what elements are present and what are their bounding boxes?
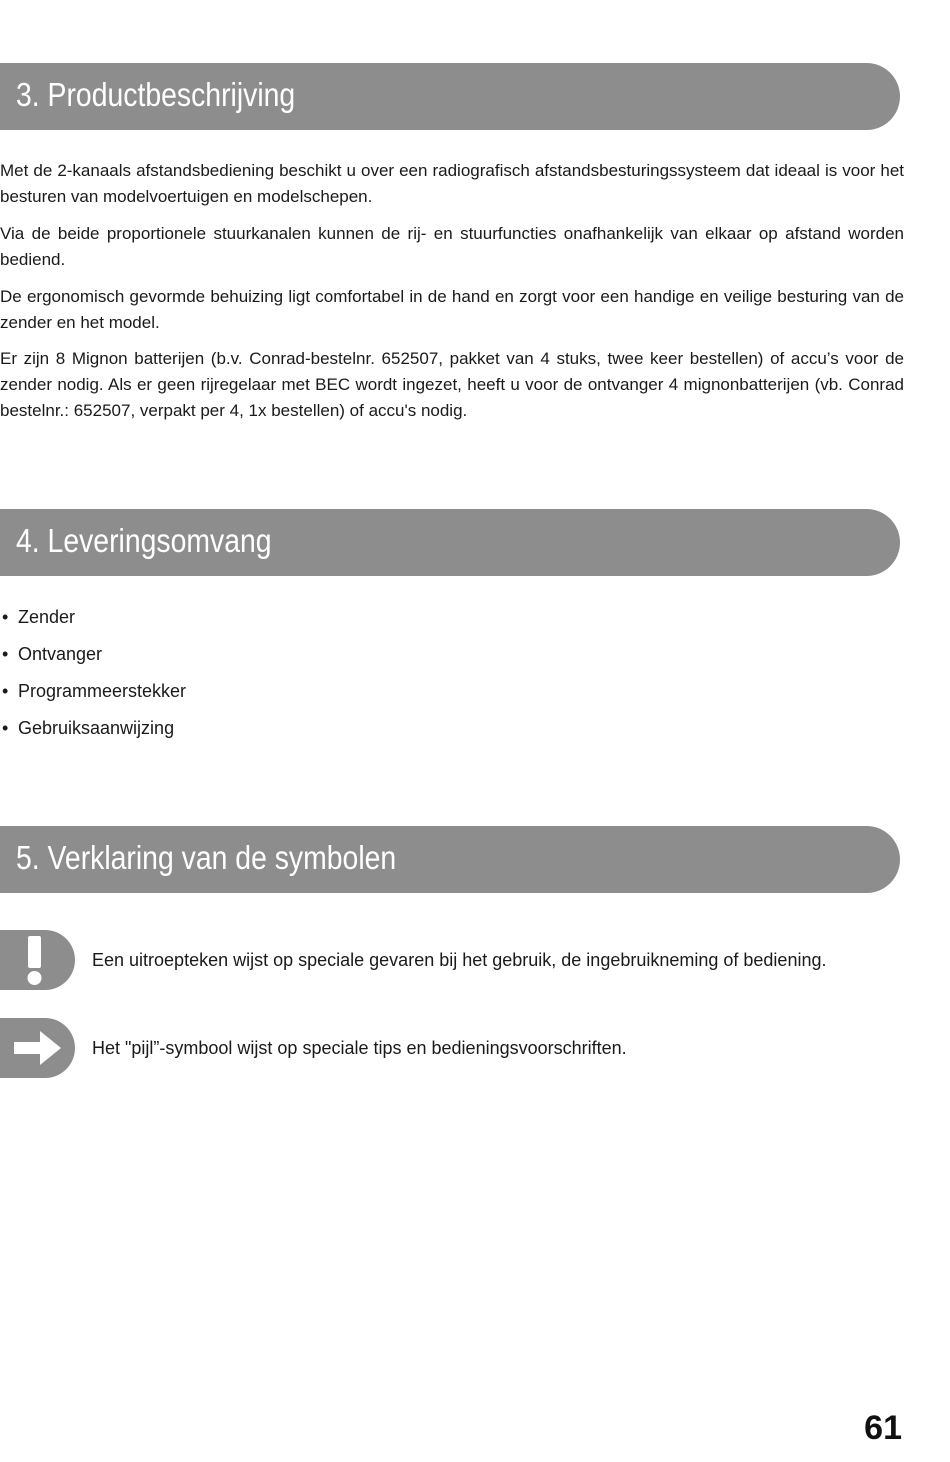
bullet: • <box>2 644 9 664</box>
section-4-header <box>0 509 900 576</box>
exclamation-icon <box>0 930 75 990</box>
symbol-row-tip <box>0 1018 627 1078</box>
section-3-header <box>0 63 900 130</box>
symbol-tip-text: Het "pijl”-symbool wijst op speciale tips en bedieningsvoorschriften. <box>92 1038 627 1058</box>
list-item-label: Zender <box>18 607 76 627</box>
page-number: 61 <box>864 1409 902 1447</box>
list-item-label: Ontvanger <box>18 644 103 664</box>
list-item <box>0 677 186 714</box>
section-5-header <box>0 826 900 893</box>
section-4-title: 4. Leveringsomvang <box>16 522 272 559</box>
list-item <box>0 603 186 640</box>
paragraph-1: Met de 2-kanaals afstandsbediening beschikt u over een radiografisch afstandsbesturingssysteem dat ideaal is voor het besturen van modelvoertuigen en modelschepen. <box>0 161 904 206</box>
list-item <box>0 714 186 751</box>
delivery-list <box>0 603 186 751</box>
arrow-right-icon <box>0 1018 75 1078</box>
list-item <box>0 640 186 677</box>
paragraph-2: Via de beide proportionele stuurkanalen kunnen de rij- en stuurfuncties onafhankelijk van elkaar op afstand worden bediend. <box>0 224 904 269</box>
section-3-title: 3. Productbeschrijving <box>16 76 296 113</box>
paragraph-4: Er zijn 8 Mignon batterijen (b.v. Conrad-bestelnr. 652507, pakket van 4 stuks, twee keer bestellen) of accu’s voor de zender nodig. Als er geen rijregelaar met BEC wordt ingezet, heeft u voor de ontvanger 4 mignonbatterijen (vb. Conrad bestelnr.: 652507, verpakt per 4, 1x bestellen) of accu's nodig. <box>0 349 904 420</box>
list-item-label: Gebruiksaanwijzing <box>18 718 175 738</box>
section-5-title: 5. Verklaring van de symbolen <box>16 839 397 876</box>
symbol-row-warning <box>0 930 826 990</box>
bullet: • <box>2 607 9 627</box>
symbol-warning-text: Een uitroepteken wijst op speciale gevaren bij het gebruik, de ingebruikneming of bediening. <box>92 950 827 970</box>
bullet: • <box>2 718 9 738</box>
list-item-label: Programmeerstekker <box>18 681 187 701</box>
paragraph-3: De ergonomisch gevormde behuizing ligt comfortabel in de hand en zorgt voor een handige en veilige besturing van de zender en het model. <box>0 287 904 332</box>
bullet: • <box>2 681 9 701</box>
